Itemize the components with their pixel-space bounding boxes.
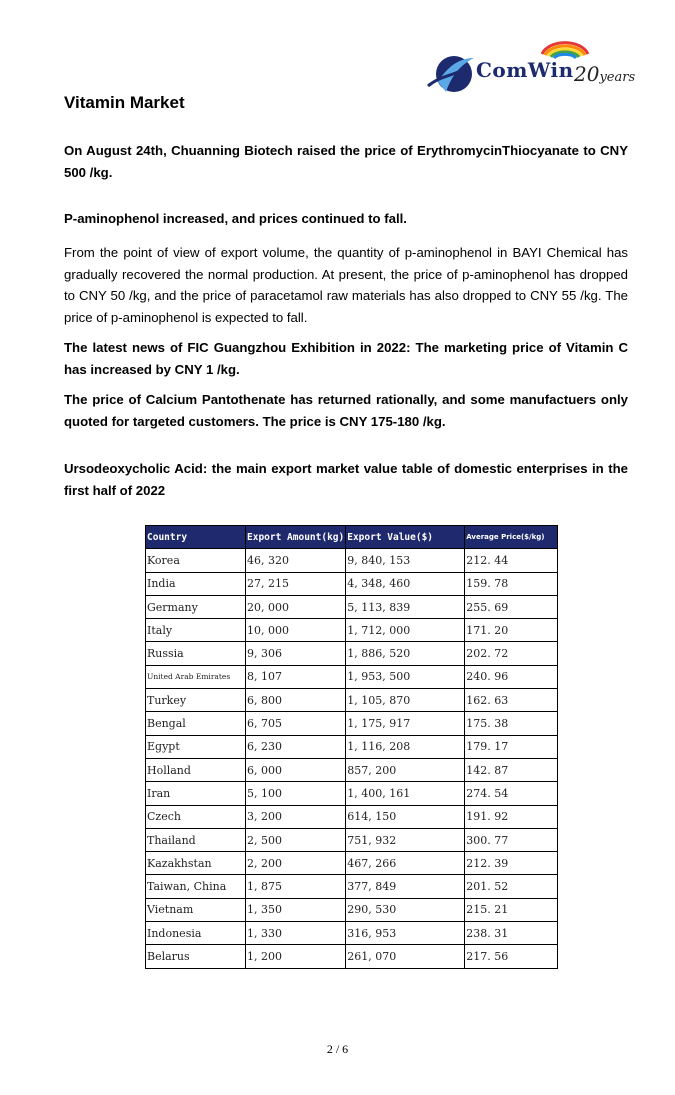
table-row: [146, 922, 558, 945]
average-price-cell: 212. 44: [465, 549, 558, 572]
table-header-row: [146, 526, 558, 549]
table-row: [146, 665, 558, 688]
export-value-cell: 857, 200: [346, 758, 465, 781]
ursodeoxycholic-table-caption: Ursodeoxycholic Acid: the main export market value table of domestic enterprises in the first half of 2022: [64, 461, 628, 498]
export-amount-cell: 46, 320: [246, 549, 346, 572]
export-value-cell: 261, 070: [346, 945, 465, 968]
export-market-table: [145, 525, 558, 969]
export-amount-cell: 5, 100: [246, 782, 346, 805]
average-price-cell: 238. 31: [465, 922, 558, 945]
comwin-logo: [422, 36, 652, 102]
table-row: [146, 898, 558, 921]
average-price-cell: 255. 69: [465, 595, 558, 618]
p-aminophenol-heading: P-aminophenol increased, and prices continued to fall.: [64, 211, 407, 226]
average-price-cell: 300. 77: [465, 828, 558, 851]
table-row: [146, 805, 558, 828]
export-amount-cell: 6, 705: [246, 712, 346, 735]
average-price-cell: 202. 72: [465, 642, 558, 665]
average-price-cell: 212. 39: [465, 852, 558, 875]
country-cell: Russia: [146, 642, 246, 665]
export-amount-cell: 1, 200: [246, 945, 346, 968]
export-value-cell: 290, 530: [346, 898, 465, 921]
average-price-cell: 171. 20: [465, 619, 558, 642]
export-amount-cell: 3, 200: [246, 805, 346, 828]
header-export-value: Export Value($): [346, 526, 465, 549]
table-row: [146, 735, 558, 758]
average-price-cell: 217. 56: [465, 945, 558, 968]
country-cell: United Arab Emirates: [146, 665, 246, 688]
table-row: [146, 595, 558, 618]
country-cell: Vietnam: [146, 898, 246, 921]
table-row: [146, 852, 558, 875]
country-cell: Taiwan, China: [146, 875, 246, 898]
export-amount-cell: 2, 200: [246, 852, 346, 875]
export-amount-cell: 20, 000: [246, 595, 346, 618]
table-row: [146, 549, 558, 572]
average-price-cell: 201. 52: [465, 875, 558, 898]
export-value-cell: 1, 105, 870: [346, 689, 465, 712]
average-price-cell: 175. 38: [465, 712, 558, 735]
export-amount-cell: 1, 875: [246, 875, 346, 898]
export-value-cell: 1, 712, 000: [346, 619, 465, 642]
table-body: [146, 549, 558, 968]
average-price-cell: 162. 63: [465, 689, 558, 712]
erythromycin-news: On August 24th, Chuanning Biotech raised the price of ErythromycinThiocyanate to CNY 500 /kg.: [64, 143, 628, 180]
export-value-cell: 1, 116, 208: [346, 735, 465, 758]
export-value-cell: 316, 953: [346, 922, 465, 945]
average-price-cell: 274. 54: [465, 782, 558, 805]
country-cell: Thailand: [146, 828, 246, 851]
country-cell: Iran: [146, 782, 246, 805]
table-row: [146, 945, 558, 968]
country-cell: India: [146, 572, 246, 595]
header-country: Country: [146, 526, 246, 549]
vitamin-c-news: The latest news of FIC Guangzhou Exhibition in 2022: The marketing price of Vitamin C has increased by CNY 1 /kg.: [64, 340, 628, 377]
header-average-price: Average Price($/kg): [465, 526, 558, 549]
page-title: Vitamin Market: [64, 93, 185, 112]
country-cell: Egypt: [146, 735, 246, 758]
country-cell: Germany: [146, 595, 246, 618]
average-price-cell: 159. 78: [465, 572, 558, 595]
export-value-cell: 1, 400, 161: [346, 782, 465, 805]
p-aminophenol-body: From the point of view of export volume, the quantity of p-aminophenol in BAYI Chemical has gradually recovered the normal production. At present, the price of p-aminophenol has dropped to CNY 50 /kg, and the price of paracetamol raw materials has also dropped to CNY 55 /kg. The price of p-aminophenol is expected to fall.: [64, 245, 628, 325]
table-row: [146, 758, 558, 781]
table-row: [146, 875, 558, 898]
average-price-cell: 215. 21: [465, 898, 558, 921]
export-value-cell: 614, 150: [346, 805, 465, 828]
table-row: [146, 619, 558, 642]
export-amount-cell: 9, 306: [246, 642, 346, 665]
calcium-pantothenate-news: The price of Calcium Pantothenate has returned rationally, and some manufactuers only quoted for targeted customers. The price is CNY 175-180 /kg.: [64, 392, 628, 429]
export-amount-cell: 6, 000: [246, 758, 346, 781]
export-amount-cell: 6, 800: [246, 689, 346, 712]
export-amount-cell: 1, 330: [246, 922, 346, 945]
country-cell: Turkey: [146, 689, 246, 712]
export-value-cell: 1, 953, 500: [346, 665, 465, 688]
export-value-cell: 4, 348, 460: [346, 572, 465, 595]
anniversary-text: 20years: [574, 62, 636, 86]
average-price-cell: 240. 96: [465, 665, 558, 688]
country-cell: Czech: [146, 805, 246, 828]
average-price-cell: 179. 17: [465, 735, 558, 758]
export-value-cell: 377, 849: [346, 875, 465, 898]
country-cell: Korea: [146, 549, 246, 572]
table-row: [146, 572, 558, 595]
country-cell: Belarus: [146, 945, 246, 968]
export-amount-cell: 8, 107: [246, 665, 346, 688]
table-row: [146, 828, 558, 851]
table-row: [146, 712, 558, 735]
country-cell: Indonesia: [146, 922, 246, 945]
header-export-amount: Export Amount(kg): [246, 526, 346, 549]
export-amount-cell: 6, 230: [246, 735, 346, 758]
country-cell: Bengal: [146, 712, 246, 735]
export-amount-cell: 10, 000: [246, 619, 346, 642]
average-price-cell: 191. 92: [465, 805, 558, 828]
export-value-cell: 5, 113, 839: [346, 595, 465, 618]
average-price-cell: 142. 87: [465, 758, 558, 781]
brand-name: ComWin: [476, 58, 574, 82]
table-row: [146, 689, 558, 712]
export-amount-cell: 27, 215: [246, 572, 346, 595]
table-row: [146, 642, 558, 665]
page-number: 2 / 6: [326, 1042, 349, 1056]
country-cell: Kazakhstan: [146, 852, 246, 875]
export-amount-cell: 1, 350: [246, 898, 346, 921]
export-value-cell: 1, 175, 917: [346, 712, 465, 735]
country-cell: Holland: [146, 758, 246, 781]
export-value-cell: 467, 266: [346, 852, 465, 875]
country-cell: Italy: [146, 619, 246, 642]
export-value-cell: 9, 840, 153: [346, 549, 465, 572]
export-value-cell: 751, 932: [346, 828, 465, 851]
table-row: [146, 782, 558, 805]
export-amount-cell: 2, 500: [246, 828, 346, 851]
export-value-cell: 1, 886, 520: [346, 642, 465, 665]
